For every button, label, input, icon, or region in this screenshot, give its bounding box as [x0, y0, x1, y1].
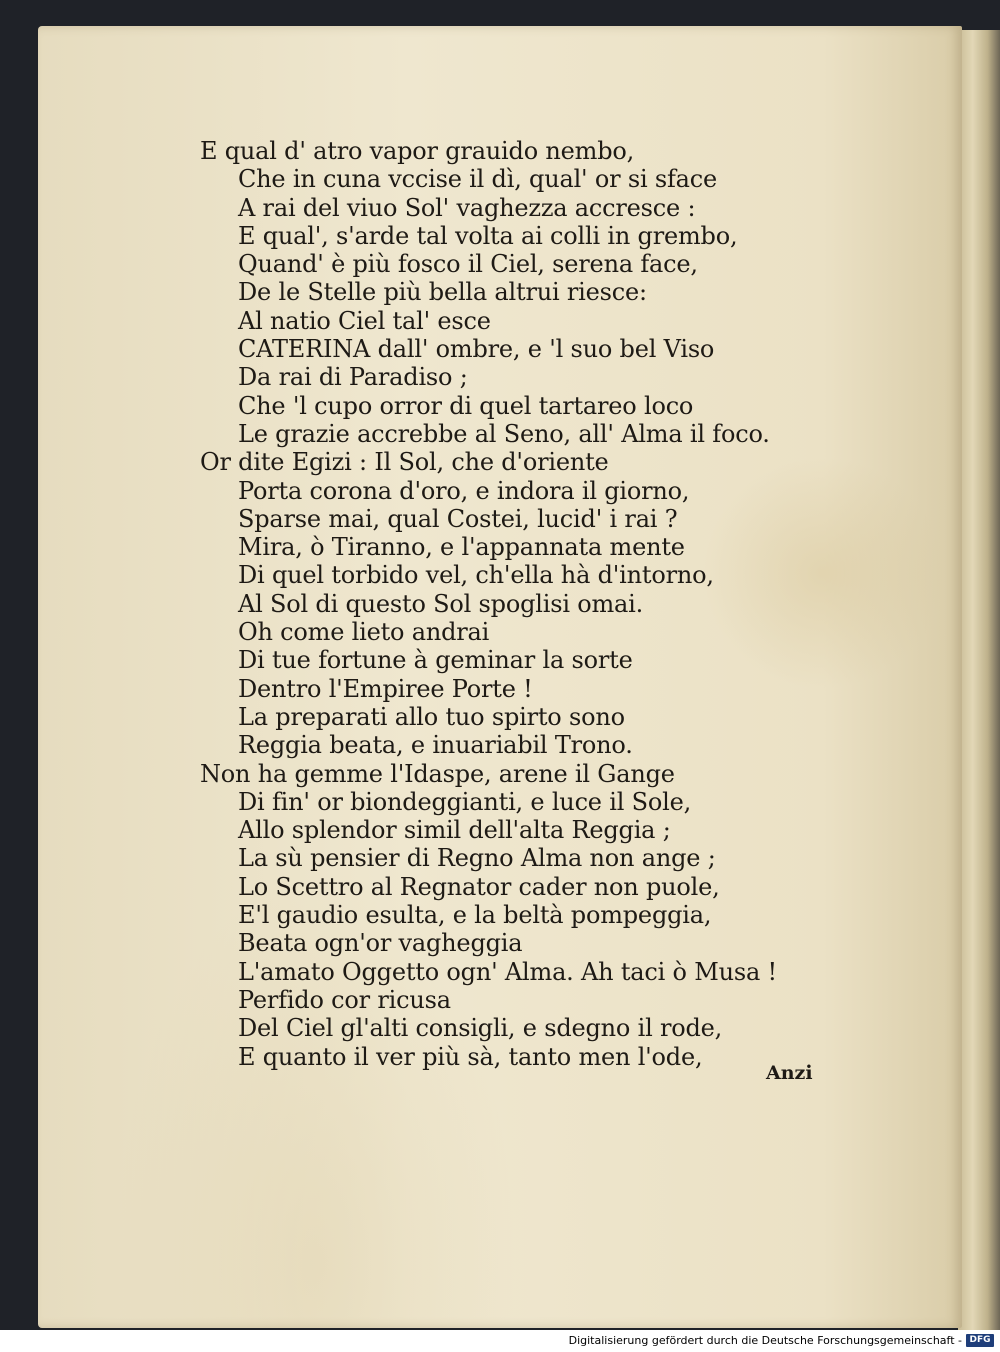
- book-spine-edge: [958, 30, 1000, 1330]
- poem-line: Sparse mai, qual Costei, lucid' i rai ?: [238, 504, 678, 533]
- poem-line: Al Sol di questo Sol spoglisi omai.: [238, 589, 644, 618]
- poem-line: E qual d' atro vapor grauido nembo,: [200, 137, 635, 165]
- poem-line: La sù pensier di Regno Alma non ange ;: [238, 844, 716, 873]
- poem-line: Beata ogn'or vagheggia: [238, 929, 523, 958]
- dfg-logo-icon: DFG: [966, 1334, 994, 1347]
- poem-line: Or dite Egizi : Il Sol, che d'oriente: [200, 448, 609, 477]
- poem-line: E'l gaudio esulta, e la beltà pompeggia,: [238, 901, 712, 930]
- catchword: Anzi: [766, 1062, 813, 1084]
- poem-line: Perfido cor ricusa: [238, 985, 451, 1014]
- poem-line: CATERINA dall' ombre, e 'l suo bel Viso: [238, 335, 715, 364]
- poem-line: A rai del viuo Sol' vaghezza accresce :: [238, 193, 696, 222]
- poem-line: Reggia beata, e inuariabil Trono.: [238, 731, 633, 760]
- poem-line: La preparati allo tuo spirto sono: [238, 702, 625, 731]
- poem-line: De le Stelle più bella altrui riesce:: [238, 278, 647, 307]
- poem-line: Allo splendor simil dell'alta Reggia ;: [238, 816, 671, 845]
- poem-line: Mira, ò Tiranno, e l'appannata mente: [238, 533, 685, 562]
- footer-bar: [0, 1330, 1000, 1352]
- poem-line: Di quel torbido vel, ch'ella hà d'intorno,: [238, 561, 714, 590]
- poem-line: Che 'l cupo orror di quel tartareo loco: [238, 391, 694, 420]
- poem-line: Che in cuna vccise il dì, qual' or si sface: [238, 165, 718, 194]
- poem-line: Porta corona d'oro, e indora il giorno,: [238, 476, 690, 505]
- poem-line: Di tue fortune à geminar la sorte: [238, 646, 633, 675]
- poem-line: E quanto il ver più sà, tanto men l'ode,: [238, 1042, 703, 1071]
- poem-line: L'amato Oggetto ogn' Alma. Ah taci ò Musa !: [238, 957, 777, 986]
- poem-line: Lo Scettro al Regnator cader non puole,: [238, 872, 720, 901]
- poem-text: [200, 137, 777, 1071]
- poem-line: Quand' è più fosco il Ciel, serena face,: [238, 250, 698, 279]
- poem-line: E qual', s'arde tal volta ai colli in grembo,: [238, 221, 738, 250]
- poem-line: Dentro l'Empiree Porte !: [238, 674, 533, 703]
- poem-line: Del Ciel gl'alti consigli, e sdegno il rode,: [238, 1014, 723, 1043]
- poem-line: Non ha gemme l'Idaspe, arene il Gange: [200, 759, 675, 788]
- poem-line: Da rai di Paradiso ;: [238, 363, 468, 392]
- poem-line: Oh come lieto andrai: [238, 618, 490, 647]
- poem-line: Di fin' or biondeggianti, e luce il Sole,: [238, 787, 692, 816]
- poem-line: Le grazie accrebbe al Seno, all' Alma il foco.: [238, 419, 770, 448]
- poem-line: Al natio Ciel tal' esce: [238, 306, 491, 335]
- funding-credit: Digitalisierung gefördert durch die Deutsche Forschungsgemeinschaft -: [568, 1334, 962, 1347]
